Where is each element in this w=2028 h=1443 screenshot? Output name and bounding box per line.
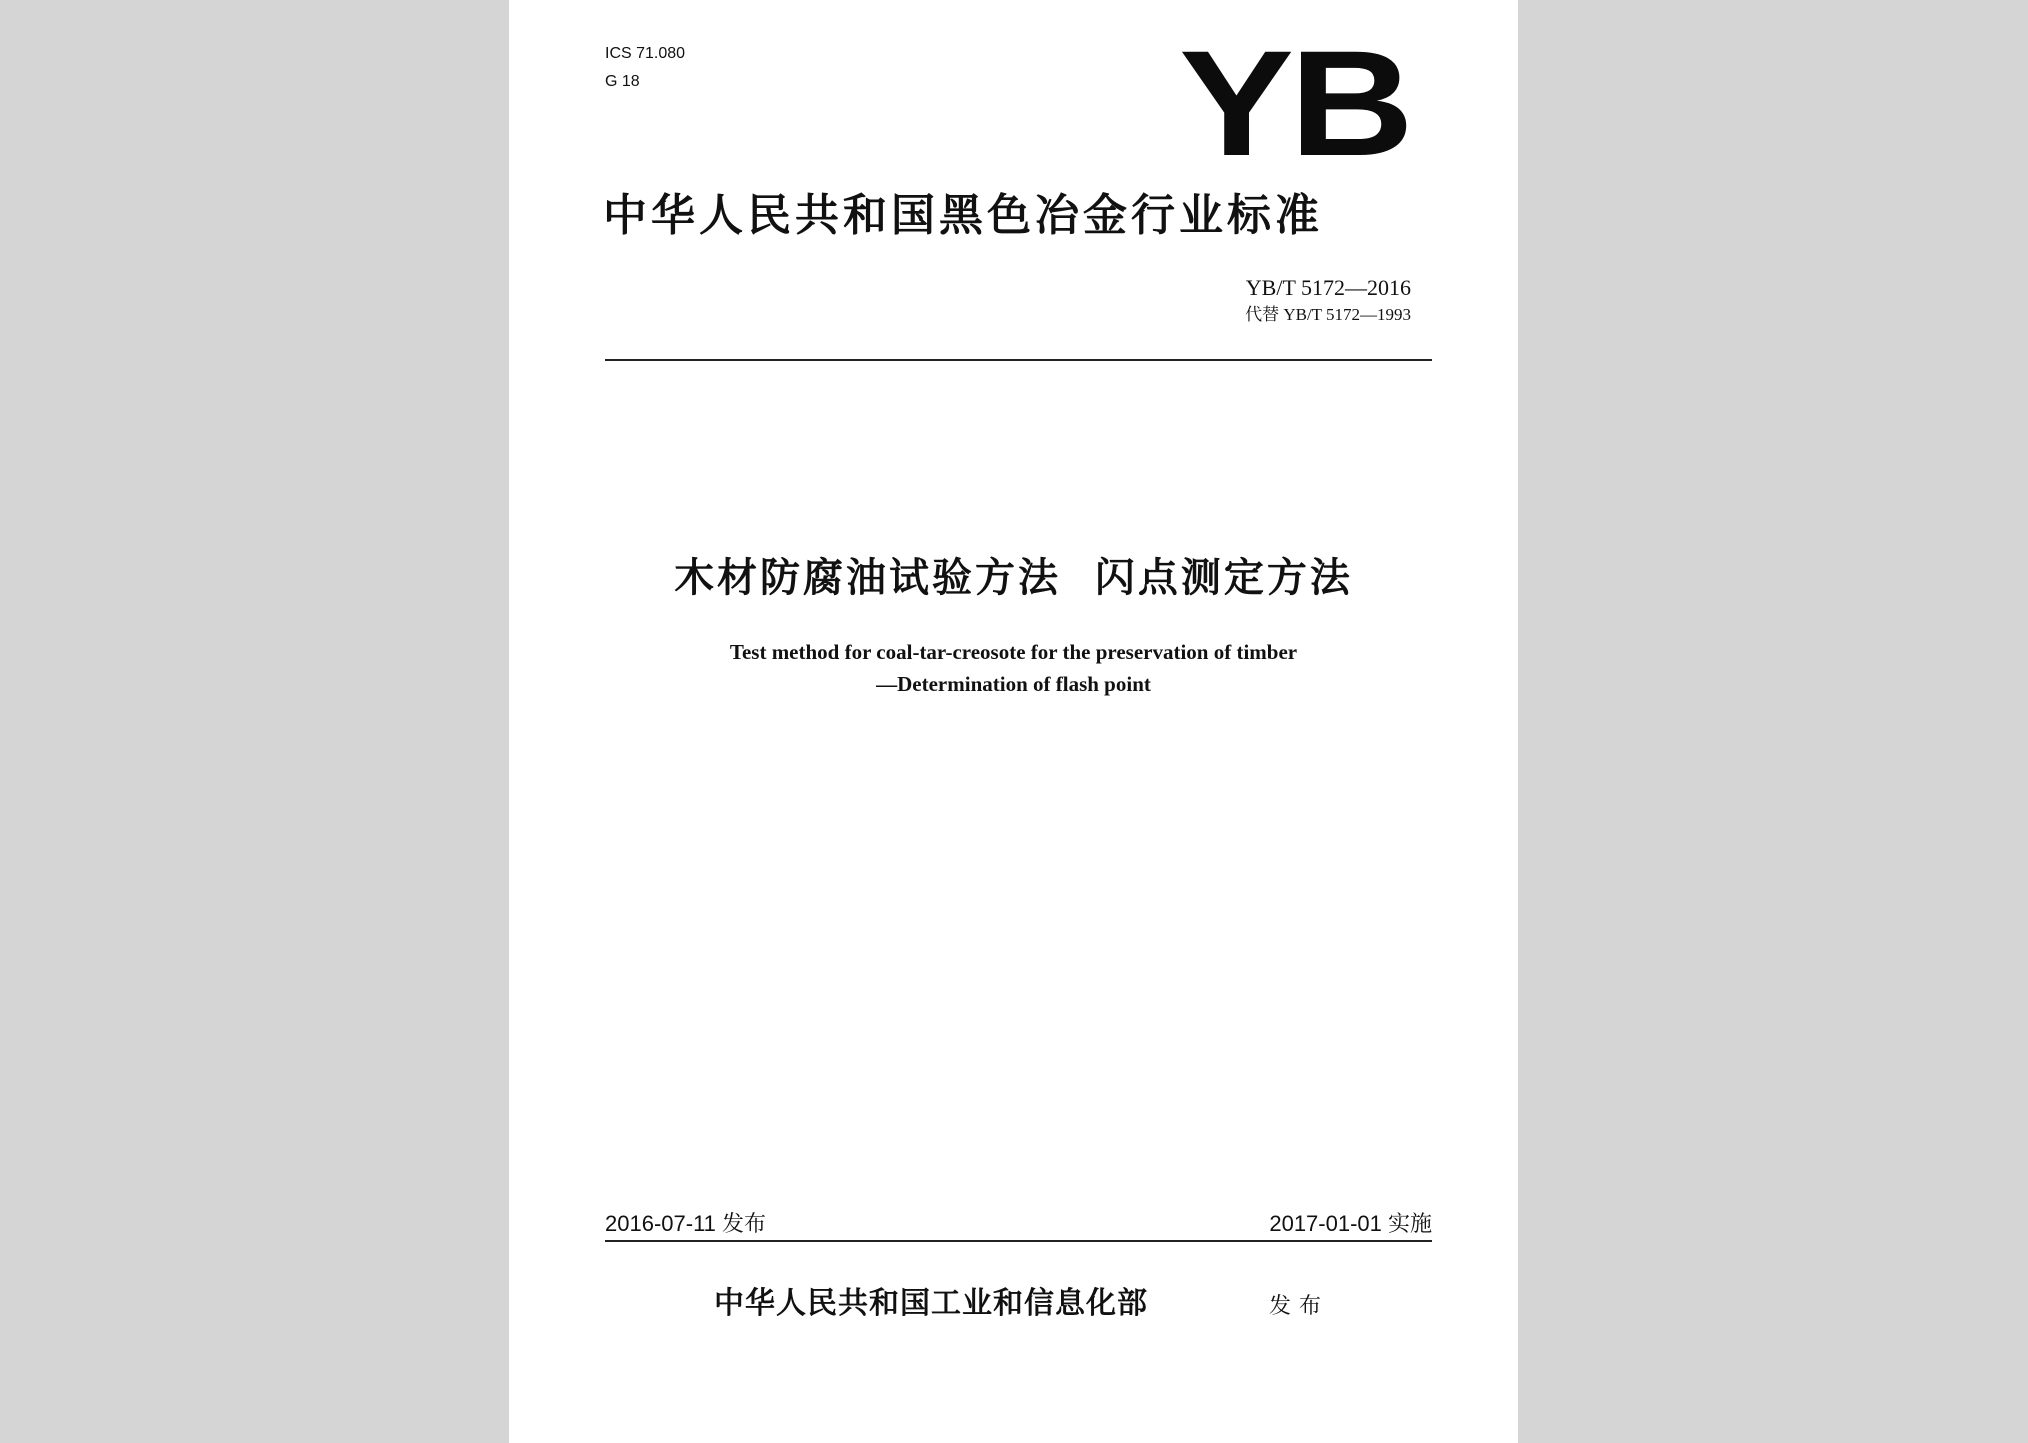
issuing-authority: 中华人民共和国工业和信息化部 <box>714 1286 1148 1321</box>
document-title-english-line2: —Determination of flash point <box>876 672 1151 696</box>
replaces-note: 代替 YB/T 5172—1993 <box>1245 305 1411 324</box>
standard-category-title: 中华人民共和国黑色冶金行业标准 <box>603 190 1323 241</box>
publish-label: 发布 <box>1269 1294 1330 1319</box>
header-divider <box>605 359 1432 361</box>
standard-number: YB/T 5172—2016 <box>1245 275 1411 300</box>
issue-date: 2016-07-11 发布 <box>605 1211 767 1236</box>
ics-code: ICS 71.080 <box>605 45 686 62</box>
footer-divider <box>605 1240 1432 1242</box>
yb-logo: YB <box>1179 19 1410 187</box>
implementation-date: 2017-01-01 实施 <box>1269 1211 1432 1236</box>
category-code: G 18 <box>605 73 640 90</box>
document-title-chinese: 木材防腐油试验方法 闪点测定方法 <box>674 555 1353 601</box>
document-title-english-line1: Test method for coal-tar-creosote for the preservation of timber <box>729 640 1298 664</box>
document-page <box>509 0 1518 1443</box>
